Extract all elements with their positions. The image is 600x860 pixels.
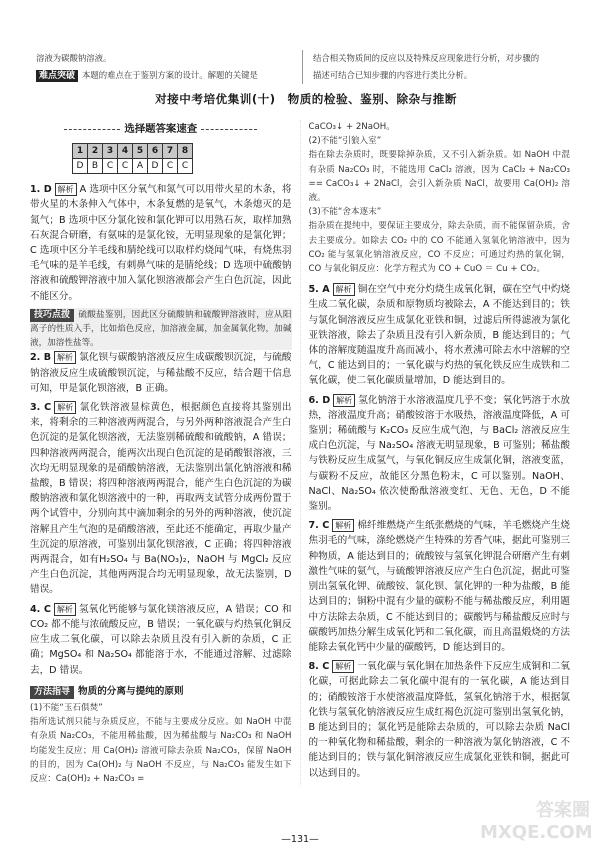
answer-value-8: C — [178, 159, 193, 174]
tip-tag: 技巧点拨 — [30, 309, 74, 322]
method-sub3: (3)不能“舍本逐末” — [308, 207, 382, 218]
answer-value-7: C — [163, 159, 178, 174]
answer-number-4: 4 — [118, 144, 133, 159]
right-column — [301, 120, 571, 786]
answer-value-6: D — [148, 159, 163, 174]
top-right-text — [302, 50, 575, 84]
difficulty-tag: 难点突破 — [36, 70, 78, 82]
answer-value-4: C — [118, 159, 133, 174]
top-left-line2: 本题的难点在于鉴别方案的设计。解题的关键是 — [82, 70, 258, 80]
answer-number-6: 6 — [148, 144, 163, 159]
question-2: 2. B 解析 氯化钡与碳酸钠溶液反应生成碳酸钡沉淀，与硫酸钠溶液反应生成硫酸钡沉淀，与稀盐酸不反应，结合题干信息可知，甲是氯化钡溶液，B 正确。 — [30, 352, 292, 394]
answer-number-5: 5 — [133, 144, 148, 159]
page-number: —131— — [281, 834, 319, 845]
method-sub3-text: 指杂质在提纯中，要保证主要成分，除去杂质，而不能保留杂质，舍去主要成分。如除去 CO₂ 中的 CO 不能通入氢氧化钠溶液中，因为 CO₂ 能与氢氧化钠溶液反应，CO 不反应；可通过灼热的氧化铜，CO 与氧化铜反应：化学方程式为 CO + CuO ＝ Cu + CO₂。 — [308, 221, 570, 275]
answer-number-3: 3 — [103, 144, 118, 159]
question-8: 8. C 解析 一氧化碳与氧化铜在加热条件下反应生成铜和二氧化碳，可据此除去二氧化碳中混有的一氧化碳，A 能达到目的；硝酸铵溶于水使溶液温度降低，氢氧化钠溶于水，根据氯化铁与氢氧化钠溶液反应生成红褐色沉淀可鉴别出氢氧化钠，B 能达到目的；氯化钙是能除去杂质的，可以除去杂质 NaCl 的一种氧化物和稀盐酸，剩余的一种溶液为氯化钠溶液，C 不能达到目的；铁与氯化铜溶液反应生成氯化亚铁和铜，据此可以达到目的。 — [308, 661, 571, 779]
top-right-line2: 描述可结合已知步骤的内容进行类比分析。 — [313, 70, 473, 80]
method-sub2-text: 指在除去杂质时，既要除掉杂质，又不引入新杂质。如 NaOH 中混有杂质 Na₂CO₃ 时，不能选用 CaCl₂ 溶液，因为 CaCl₂ + Na₂CO₃ == CaCO₃↓ + 2NaCl，会引入新杂质 NaCl，故要用 Ca(OH)₂ 溶液。 — [308, 150, 570, 204]
answer-value-3: C — [103, 159, 118, 174]
top-left-text — [36, 50, 302, 84]
method-sub1: (1)不能“玉石俱焚” — [30, 702, 103, 713]
question-5: 5. A 解析 铜在空气中充分灼烧生成氧化铜，碳在空气中灼烧生成二氧化碳，杂质和原物质均被除去，A 不能达到目的；铁与氯化铜溶液反应生成氯化亚铁和铜，过滤后所得滤液为氯化亚铁溶液，除去了杂质且没有引入新杂质，B 能达到目的；气体的溶解度随温度升高而减小，将水煮沸可除去水中溶解的空气，C 能达到目的；一氧化碳与灼热的氧化铁反应生成铁和二氧化碳，使二氧化碳质量增加，D 能达到目的。 — [308, 284, 571, 387]
answer-value-1: D — [73, 159, 88, 174]
method-heading: 方法指导 物质的分离与提纯的原则 — [30, 684, 292, 699]
answer-value-2: B — [88, 159, 103, 174]
top-right-line1: 结合相关物质间的反应以及特殊反应现象进行分析，对步骤的 — [313, 53, 540, 63]
top-left-line1: 溶液为碳酸钠溶液。 — [36, 53, 112, 63]
method-tag: 方法指导 — [30, 686, 74, 699]
question-1: 1. D 解析 A 选项中区分氧气和氮气可以用带火星的木条，将带火星的木条伸入气体中，木条复燃的是氧气，木条熄灭的是氮气；B 选项中区分氯化铵和氯化钾可以用熟石灰，取样加熟石灰混合研磨，有氨味的是氯化铵，无明显现象的是氯化钾；C 选项中区分羊毛线和腈纶线可以取样灼烧闻气味，有烧焦羽毛气味的是羊毛线，有刺鼻气味的是腈纶线；D 选项中硫酸钠溶液和硫酸钾溶液中加入氯化钡溶液都会产生白色沉淀，因此不能区分。 — [30, 184, 292, 302]
answer-header: 选择题答案速查 — [30, 122, 292, 137]
tip-note: 技巧点拨 硫酸盐鉴别，因此区分硫酸钠和硫酸钾溶液时，应从阳离子的性质入手，比如焰色反应，加溶液金属，加金属氧化物，加碱液，加溶性盐等。 — [30, 308, 292, 351]
answer-table — [72, 143, 193, 174]
watermark: 答案圈 MXQE.COM — [480, 800, 593, 843]
answer-number-8: 8 — [178, 144, 193, 159]
answer-number-1: 1 — [73, 144, 88, 159]
question-4: 4. C 解析 氢氧化钙能够与氯化镁溶液反应，A 错误；CO 和 CO₂ 都不能与浓硫酸反应，B 错误；一氧化碳与灼热氧化铜反应生成二氧化碳，可以除去杂质且没有引入新的杂质，C 正确；MgSO₄ 和 Na₂SO₄ 都能溶于水，不能通过溶解、过滤除去，D 错误。 — [30, 603, 292, 676]
answer-number-2: 2 — [88, 144, 103, 159]
method-sub2: (2)不能“引狼入室” — [308, 136, 382, 147]
question-3: 3. C 解析 氯化铁溶液显棕黄色，根据颜色直接将其鉴别出来，将剩余的三种溶液两两混合，与另外两种溶液混合产生白色沉淀的是氯化钡溶液，无法鉴别稀硫酸和硫酸钠，A 错误；四种溶液两两混合，能两次出现白色沉淀的是硝酸银溶液，三次均无明显现象的是硝酸钠溶液，无法鉴别出氯化钠溶液和稀盐酸，B 错误；将四种溶液两两混合，能产生白色沉淀的为碳酸钠溶液和氯化钡溶液中的一种，再取两支试管分成两份置于两个试管中，分别向其中滴加剩余的另外的两种溶液，使沉淀溶解且产生气泡的是硝酸溶液，至此还不能确定，再取少量产生沉淀的原溶液，可鉴别出氯化钡溶液，C 正确；将四种溶液两两混合，如有H₂SO₄ 与 Ba(NO₃)₂，NaOH 与 MgCl₂ 反应产生白色沉淀，其他两两混合均无明显现象，故无法鉴别，D 错误。 — [30, 402, 292, 596]
answer-number-7: 7 — [163, 144, 178, 159]
left-column — [30, 120, 301, 786]
method-cont: CaCO₃↓ + 2NaOH。 — [308, 122, 395, 132]
answer-table-numbers — [73, 144, 193, 159]
question-7: 7. C 解析 棉纤维燃烧产生纸张燃烧的气味，羊毛燃烧产生烧焦羽毛的气味，涤纶燃烧产生特殊的芳香气味，据此可鉴别三种物质，A 能达到目的；硫酸铵与氢氧化钾混合研磨产生有刺激性气味的氨气，与硫酸钾溶液反应产生白色沉淀，据此可鉴别出氢氧化钾、硫酸铵、氯化钡、氯化钾的一种为盐酸，B 能达到目的；铜粉中混有少量的碳粉不能与稀盐酸反应，利用题中方法除去杂质，C 不能达到目的；碳酸钙与稀盐酸反应时与碳酸钙加热分解生成氧化钙和二氧化碳，而且高温煅烧的方法能除去氧化钙中少量的碳酸钙，D 能达到目的。 — [308, 520, 571, 653]
top-section — [36, 50, 576, 107]
answer-table-answers — [73, 159, 193, 174]
method-text: 指所选试剂只能与杂质反应，不能与主要成分反应。如 NaOH 中混有杂质 Na₂CO₃，不能用稀盐酸，因为稀盐酸与 Na₂CO₃ 和 NaOH 均能发生反应；用 Ca(OH)₂ 溶液可除去杂质 Na₂CO₃，保留 NaOH 的目的，因为 Ca(OH)₂ 与 NaOH 不反应，与 Na₂CO₃ 能发生如下反应：Ca(OH)₂ + Na₂CO₃ = — [30, 717, 292, 784]
section-title: 对接中考培优集训(十) 物质的检验、鉴别、除杂与推断 — [155, 92, 457, 106]
answer-value-5: A — [133, 159, 148, 174]
two-column-body — [30, 120, 570, 786]
question-6: 6. D 解析 氢化钠溶于水溶液温度几乎不变；氧化钙溶于水放热，溶液温度升高；硝酸铵溶于水吸热，溶液温度降低，A 可鉴别；稀硫酸与 K₂CO₃ 反应生成气泡，与 BaCl₂ 溶液反应生成白色沉淀，与 Na₂SO₄ 溶液无明显现象，B 可鉴别；稀盐酸与铁粉反应生成氢气，与氧化铜反应生成氯化铜，溶液变蓝，与碳粉不反应，故能区分黑色粉末，C 可以鉴别。NaOH、NaCl、Na₂SO₄ 依次使酚酞溶液变红、无色、无色，D 不能鉴别。 — [308, 394, 571, 513]
